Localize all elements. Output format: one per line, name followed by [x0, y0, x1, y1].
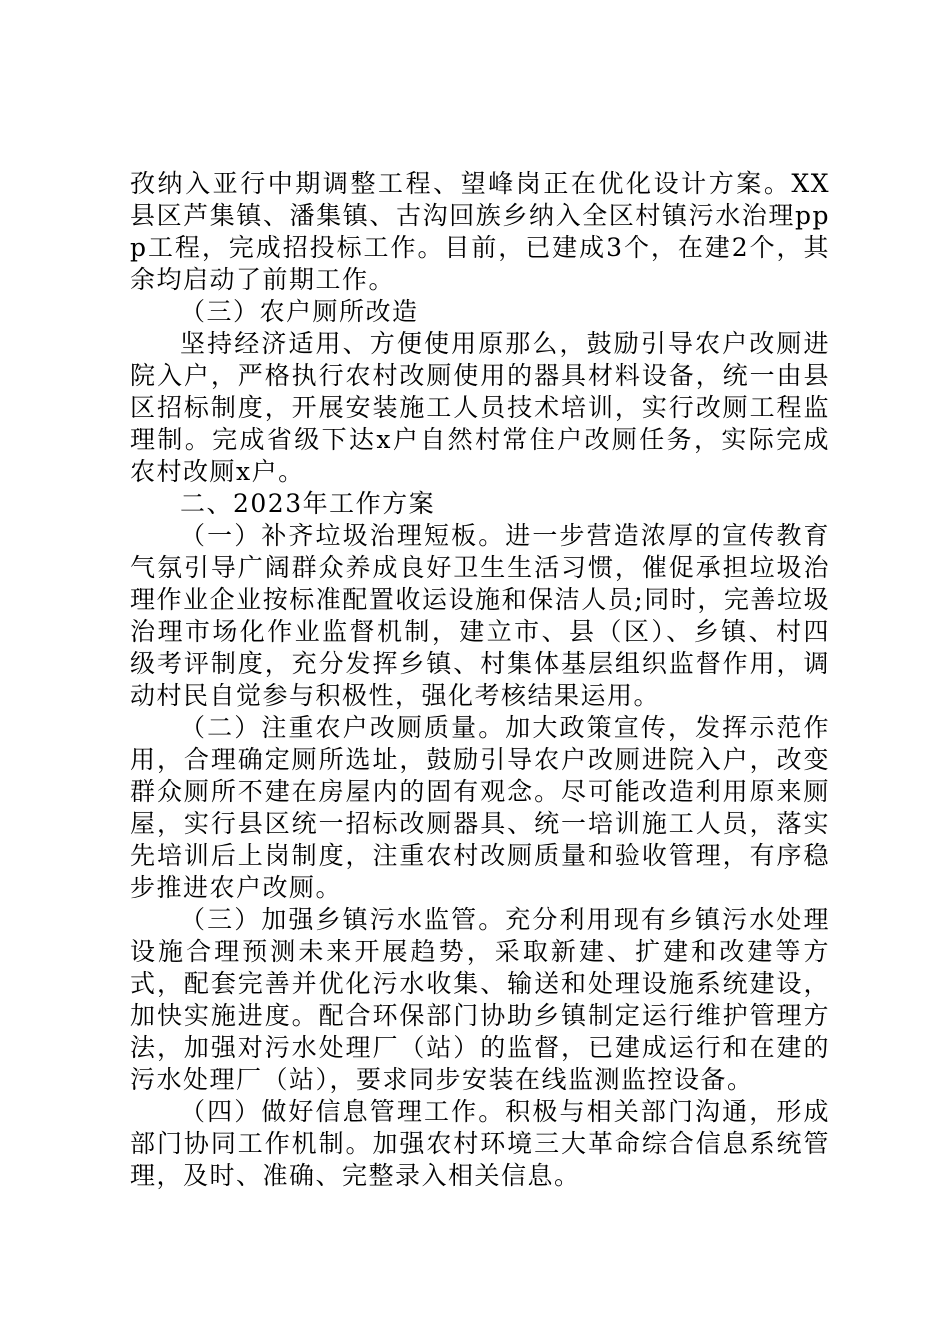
- paragraph-toilet-quality: （二）注重农户改厕质量。加大政策宣传，发挥示范作用，合理确定厕所选址，鼓励引导农户改厕进院入户，改变群众厕所不建在房屋内的固有观念。尽可能改造利用原来厕屋，实行县区统一招标改厕器具、统一培训施工人员，落实先培训后上岗制度，注重农村改厕质量和验收管理，有序稳步推进农户改厕。: [130, 713, 830, 902]
- paragraph-garbage-governance: （一）补齐垃圾治理短板。进一步营造浓厚的宣传教育气氛引导广阔群众养成良好卫生生活习惯，催促承担垃圾治理作业企业按标准配置收运设施和保洁人员;同时，完善垃圾治理市场化作业监督机制，建立市、县（区）、乡镇、村四级考评制度，充分发挥乡镇、村集体基层组织监督作用，调动村民自觉参与积极性，强化考核结果运用。: [130, 521, 830, 710]
- section-heading-work-plan: 二、2023年工作方案: [180, 489, 436, 518]
- section-heading-toilet-renovation: （三）农户厕所改造: [180, 297, 419, 326]
- paragraph-continuation: 孜纳入亚行中期调整工程、望峰岗正在优化设计方案。XX县区芦集镇、潘集镇、古沟回族乡纳入全区村镇污水治理ppp工程，完成招投标工作。目前，已建成3个，在建2个，其余均启动了前期工作。: [130, 169, 830, 294]
- paragraph-toilet-renovation: 坚持经济适用、方便使用原那么，鼓励引导农户改厕进院入户，严格执行农村改厕使用的器具材料设备，统一由县区招标制度，开展安装施工人员技术培训，实行改厕工程监理制。完成省级下达x户自然村常住户改厕任务，实际完成农村改厕x户。: [130, 329, 830, 486]
- document-page: [130, 168, 830, 1192]
- paragraph-sewage-supervision: （三）加强乡镇污水监管。充分利用现有乡镇污水处理设施合理预测未来开展趋势，采取新建、扩建和改建等方式，配套完善并优化污水收集、输送和处理设施系统建设，加快实施进度。配合环保部门协助乡镇制定运行维护管理方法，加强对污水处理厂（站）的监督，已建成运行和在建的污水处理厂（站），要求同步安装在线监测监控设备。: [130, 905, 830, 1094]
- paragraph-information-management: （四）做好信息管理工作。积极与相关部门沟通，形成部门协同工作机制。加强农村环境三大革命综合信息系统管理，及时、准确、完整录入相关信息。: [130, 1097, 830, 1190]
